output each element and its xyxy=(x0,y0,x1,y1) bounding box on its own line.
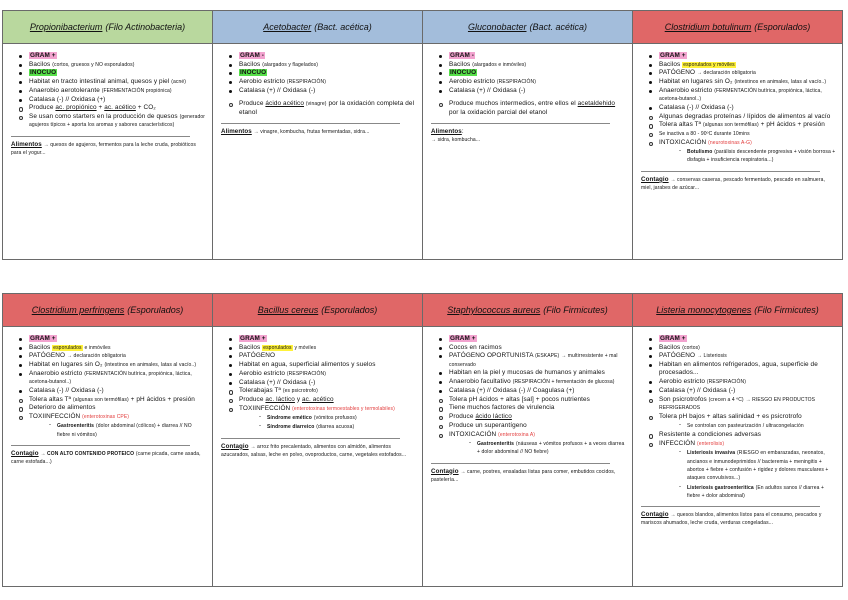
item-patogeno: PATÓGENO → declaración obligatoria xyxy=(651,69,836,77)
card-staphylococcus-aureus xyxy=(422,293,633,587)
item-gram: GRAM + xyxy=(651,335,836,343)
item-superantigeno: Produce un superantígeno xyxy=(441,422,626,430)
item-inactiva: Se inactiva a 80 - 90ºC durante 10mins xyxy=(651,130,836,138)
item-catalasa: Catalasa (-) // Oxidasa (-) xyxy=(21,387,206,395)
item-anaerobio: Anaerobio estricto (FERMENTACIÓN butírica, propiónica, láctica, acetona-butanol..) xyxy=(651,87,836,104)
card-subtitle: (Esporulados) xyxy=(321,305,378,315)
item-habitat: Habitat en lugares sin O₂ (intestinos en animales, latas al vacío..) xyxy=(21,361,206,369)
item-gram: GRAM + xyxy=(231,335,416,343)
item-produce: Produce ac. propiónico + ac. acético + CO₂ xyxy=(21,104,206,112)
item-intoxicacion: INTOXICACIÓN (neurotoxinas A-G) - Botulismo (parálisis descendente progresiva + visión borrosa + disfagia + insuficiencia respiratoria...) xyxy=(651,139,836,165)
card-footer: Alimentos: → sidra, kombucha... xyxy=(431,127,481,143)
top-row xyxy=(2,10,846,260)
card-footer: Contagio → quesos blandos, alimentos listos para el consumo, pescados y mariscos ahumados, leche cruda, verduras congeladas... xyxy=(641,511,822,527)
item-produce: Produce ac. láctico y ac. acético xyxy=(231,396,416,404)
card-body xyxy=(213,327,422,463)
card-footer: Contagio → arroz frito precalentado, alimentos con almidón, alimentos azucarados, salsas, leche en polvo, ovoproductos, carne, vegetales estofados... xyxy=(221,442,407,458)
item-aerobio: Aerobio estricto (RESPIRACIÓN) xyxy=(441,78,626,86)
card-body xyxy=(3,327,212,470)
card-propionibacterium xyxy=(2,10,213,260)
item-tolera: Tolera altas Tª (algunas son termófilas) + pH ácidos + presión xyxy=(21,396,206,404)
item-catalasa: Catalasa (+) // Oxidasa (-) xyxy=(231,379,416,387)
card-body xyxy=(3,44,212,161)
item-starters: Se usan como starters en la producción de quesos (generador agujeros típicos + aporta los aromas y sabores característicos) xyxy=(21,113,206,130)
item-inocuo: INOCUO xyxy=(441,69,626,77)
sub-botulismo: - Botulismo (parálisis descendente progresiva + visión borrosa + disfagia + insuficiencia respiratoria...) xyxy=(679,148,836,165)
card-clostridium-botulinum xyxy=(632,10,843,260)
item-bacilos: Bacilos (alargados e inmóviles) xyxy=(441,61,626,69)
item-deterioro: Deterioro de alimentos xyxy=(21,404,206,412)
card-gluconobacter xyxy=(422,10,633,260)
card-header xyxy=(213,294,422,327)
card-listeria-monocytogenes xyxy=(632,293,843,587)
card-footer: Contagio → CON ALTO CONTENIDO PROTEICO (carne picada, carne asada, carne estofada...) xyxy=(11,450,201,466)
sub-gastroenteritica: - Listeriosis gastroenteritica (En adultos sanos // diarrea + fiebre + dolor abdominal) xyxy=(679,484,836,501)
item-gram: GRAM + xyxy=(21,335,206,343)
card-title: Clostridium perfringens xyxy=(31,305,125,315)
divider xyxy=(221,123,400,124)
card-subtitle: (Bact. acética) xyxy=(314,22,372,32)
sub-diarreico: - Síndrome diarreico (diarrea acuosa) xyxy=(259,423,416,431)
item-tolera: Tolera altas Tª (algunas son termófilas) + pH ácidos + presión xyxy=(651,121,836,129)
item-habitat: Habitat en lugares sin O₂ (intestinos en animales, latas al vacío..) xyxy=(651,78,836,86)
card-header xyxy=(633,11,842,44)
item-toxiinfeccion: TOXIINFECCIÓN (enterotoxinas CPE) - Gastroenteritis (dolor abdominal (cólicos) + diarrea // NO fiebre ni vómitos) xyxy=(21,413,206,439)
divider xyxy=(11,136,190,137)
item-anaerobio: Anaerobio facultativo (RESPIRACIÓN + fermentación de glucosa) xyxy=(441,378,626,386)
item-patogeno: PATÓGENO → declaración obligatoria xyxy=(21,352,206,360)
item-algunas: Algunas degradas proteínas / lípidos de alimentos al vacío xyxy=(651,113,836,121)
item-psicrotrofos: Son psicrotrofos (crecen a 4 ºC) → RIESGO EN PRODUCTOS REFRIGERADOS xyxy=(651,396,836,413)
item-catalasa: Catalasa (+) // Oxidasa (-) xyxy=(231,87,416,95)
item-virulencia: Tiene muchos factores de virulencia xyxy=(441,404,626,412)
sub-emetico: - Síndrome emético (vómitos profusos) xyxy=(259,414,416,422)
sub-gastroenteritis: - Gastroenteritis (náuseas + vómitos profusos + a veces diarrea + dolor abdominal // NO fiebre) xyxy=(469,440,626,457)
divider xyxy=(431,463,610,464)
item-gram: GRAM + xyxy=(21,52,206,60)
card-acetobacter xyxy=(212,10,423,260)
card-header xyxy=(213,11,422,44)
divider xyxy=(431,123,610,124)
item-infeccion: INFECCIÓN (enterolisis) - Listeriosis invasiva (RIESGO en embarazadas, neonatos, ancianos e inmunodeprimidos // bacteremia + meningitis + abortos + fiebre + confusión + rigidez y dolores musculares + ataques convulsivos...) - Listeriosis gastroenteritica (En adultos sanos // diarrea + fiebre + dolor abdominal) xyxy=(651,440,836,500)
card-title: Listeria monocytogenes xyxy=(656,305,752,315)
item-habitat: Habitan en la piel y mucosas de humanos y animales xyxy=(441,369,626,377)
item-gram: GRAM + xyxy=(651,52,836,60)
item-bacilos: Bacilos (alargados y flagelados) xyxy=(231,61,416,69)
item-catalasa: Catalasa (-) // Oxidasa (+) xyxy=(21,96,206,104)
card-header xyxy=(423,11,632,44)
card-title: Staphylococcus aureus xyxy=(447,305,541,315)
item-catalasa: Catalasa (+) // Oxidasa (-) // Coagulasa (+) xyxy=(441,387,626,395)
card-subtitle: (Bact. acética) xyxy=(529,22,588,32)
card-header xyxy=(423,294,632,327)
item-bacilos: Bacilos esporulados y móviles xyxy=(651,61,836,69)
item-inocuo: INOCUO xyxy=(231,69,416,77)
card-footer: Contagio → carne, postres, ensaladas listas para comer, embutidos cocidos, pastelería... xyxy=(431,467,616,483)
item-aerobio: Aerobio estricto (RESPIRACIÓN) xyxy=(231,78,416,86)
item-catalasa: Catalasa (-) // Oxidasa (-) xyxy=(651,104,836,112)
item-tolerabajas: Tolerabajas Tª (es psicrotrofo) xyxy=(231,387,416,395)
item-patogeno: PATÓGENO xyxy=(231,352,416,360)
item-catalasa: Catalasa (+) // Oxidasa (-) xyxy=(441,87,626,95)
item-habitat: Habitan en alimentos refrigerados, agua, superficie de procesados... xyxy=(651,361,836,378)
card-footer: Alimentos → quesos de agujeros, fermentos para la leche cruda, probióticos para el yogur... xyxy=(11,140,196,156)
item-gram: GRAM - xyxy=(441,52,626,60)
item-bacilos: Bacilos (cortos) xyxy=(651,344,836,352)
divider xyxy=(641,171,820,172)
card-footer: Contagio → conservas caseras, pescado fermentado, pescado en salmuera, miel, jarabes de azúcar... xyxy=(641,175,825,191)
card-title: Gluconobacter xyxy=(467,22,527,32)
divider xyxy=(221,438,400,439)
card-title: Propionibacterium xyxy=(29,22,103,32)
card-subtitle: (Filo Actinobacteria) xyxy=(105,22,186,32)
item-gram: GRAM - xyxy=(231,52,416,60)
card-subtitle: (Filo Firmicutes) xyxy=(543,305,608,315)
item-aerobio: Aerobio estricto (RESPIRACIÓN) xyxy=(231,370,416,378)
item-anaerobio: Anaerobio aerotolerante (FERMENTACIÓN propiónica) xyxy=(21,87,206,95)
item-habitat: Habitat en agua, superficial alimentos y suelos xyxy=(231,361,416,369)
sub-gastroenteritis: - Gastroenteritis (dolor abdominal (cólicos) + diarrea // NO fiebre ni vómitos) xyxy=(49,422,206,439)
item-resiste: Resistente a condiciones adversas xyxy=(651,431,836,439)
card-header xyxy=(633,294,842,327)
card-clostridium-perfringens xyxy=(2,293,213,587)
divider xyxy=(11,445,190,446)
card-subtitle: (Esporulados) xyxy=(127,305,184,315)
item-produce: Produce ácido acético (vinagre) por la oxidación completa del etanol xyxy=(231,100,416,117)
card-body xyxy=(423,44,632,148)
card-body xyxy=(633,44,842,196)
card-title: Acetobacter xyxy=(263,22,312,32)
item-habitat: Habitat en tracto intestinal animal, quesos y piel (acné) xyxy=(21,78,206,86)
card-title: Bacillus cereus xyxy=(257,305,319,315)
card-header xyxy=(3,294,212,327)
item-bacilos: Bacilos (cortos, gruesos y NO esporulados) xyxy=(21,61,206,69)
card-body xyxy=(633,327,842,531)
item-gram: GRAM + xyxy=(441,335,626,343)
bottom-row xyxy=(2,293,846,587)
item-intoxicacion: INTOXICACIÓN (enterotoxina A) - Gastroenteritis (náuseas + vómitos profusos + a veces diarrea + dolor abdominal // NO fiebre) xyxy=(441,431,626,457)
card-header xyxy=(3,11,212,44)
item-tolera: Tolera pH ácidos + altas [sal] + pocos nutrientes xyxy=(441,396,626,404)
item-produce: Produce ácido láctico xyxy=(441,413,626,421)
card-subtitle: (Esporulados) xyxy=(754,22,811,32)
card-subtitle: (Filo Firmicutes) xyxy=(754,305,819,315)
card-title: Clostridium botulinum xyxy=(664,22,752,32)
item-patogeno: PATÓGENO OPORTUNISTA (ESKAPE) → multirresistente + mal conservado xyxy=(441,352,626,369)
card-footer: Alimentos → vinagre, kombucha, frutas fermentadas, sidra... xyxy=(221,127,370,135)
sub-invasiva: - Listeriosis invasiva (RIESGO en embarazadas, neonatos, ancianos e inmunodeprimidos // bacteremia + meningitis + abortos + fiebre + confusión + rigidez y dolores musculares + ataques convulsivos...) xyxy=(679,449,836,482)
card-bacillus-cereus xyxy=(212,293,423,587)
item-patogeno: PATÓGENO → Listeriosis xyxy=(651,352,836,360)
sub-controlan: - Se controlan con pasteurización / ultracongelación xyxy=(679,422,836,430)
item-inocuo: INOCUO xyxy=(21,69,206,77)
item-catalasa: Catalasa (+) // Oxidasa (-) xyxy=(651,387,836,395)
item-anaerobio: Anaerobio estricto (FERMENTACIÓN butírica, propiónica, láctica, acetona-butanol..) xyxy=(21,370,206,387)
card-body xyxy=(423,327,632,488)
divider xyxy=(641,506,820,507)
item-tolera: Tolera pH bajos + altas salinidad + es psicrotrofo - Se controlan con pasteurización / ultracongelación xyxy=(651,413,836,431)
item-bacilos: Bacilos esporulados y móviles xyxy=(231,344,416,352)
item-cocos: Cocos en racimos xyxy=(441,344,626,352)
item-aerobio: Aerobio estricto (RESPIRACIÓN) xyxy=(651,378,836,386)
item-toxiinfeccion: TOXIINFECCIÓN (enterotoxinas termoestables y termolabiles) - Síndrome emético (vómitos profusos) - Síndrome diarreico (diarrea acuosa) xyxy=(231,405,416,432)
item-bacilos: Bacilos esporulados e inmóviles xyxy=(21,344,206,352)
card-body xyxy=(213,44,422,140)
item-produce: Produce muchos intermedios, entre ellos el acetaldehido por la oxidación parcial del etanol xyxy=(441,100,626,117)
